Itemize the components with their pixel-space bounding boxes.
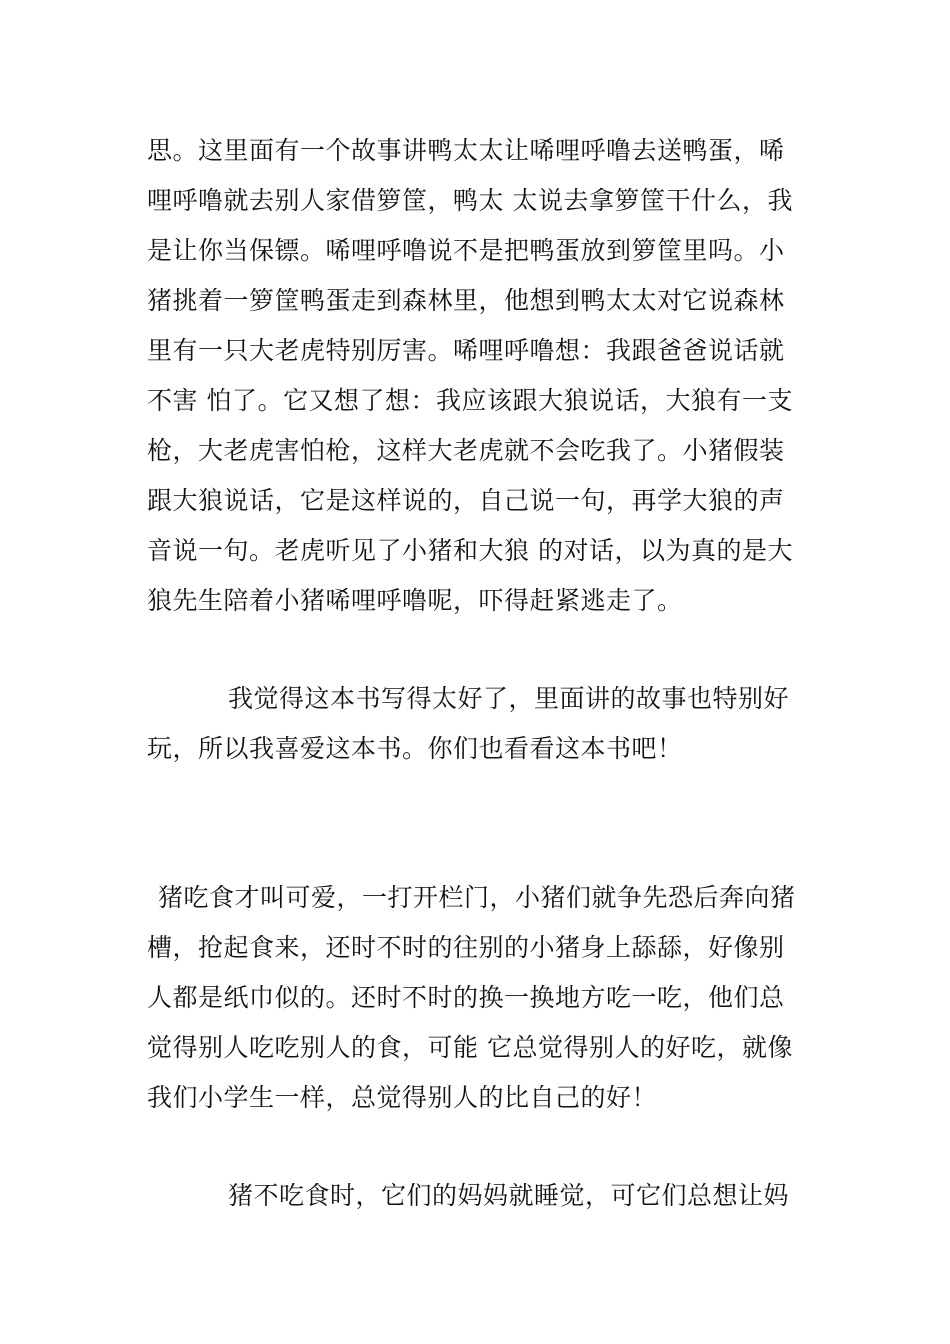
- text-line: 狼先生陪着小猪唏哩呼噜呢，吓得赶紧逃走了。: [147, 586, 683, 615]
- text-line: 音说一句。老虎听见了小猪和大狼 的对话，以为真的是大: [147, 536, 793, 565]
- text-line: 玩，所以我喜爱这本书。你们也看看这本书吧！: [147, 734, 683, 763]
- text-line: 跟大狼说话，它是这样说的，自己说一句，再学大狼的声: [147, 486, 785, 515]
- text-line: 是让你当保镖。唏哩呼噜说不是把鸭蛋放到箩筐里吗。小: [147, 236, 785, 265]
- text-line: 槽，抢起食来，还时不时的往别的小猪身上舔舔，好像别: [147, 933, 785, 962]
- text-line: 猪挑着一箩筐鸭蛋走到森林里，他想到鸭太太对它说森林: [147, 286, 785, 315]
- text-line: 不害 怕了。它又想了想：我应该跟大狼说话，大狼有一支: [147, 386, 793, 415]
- text-line: 思。这里面有一个故事讲鸭太太让唏哩呼噜去送鸭蛋，唏: [147, 136, 785, 165]
- text-line: 猪不吃食时，它们的妈妈就睡觉，可它们总想让妈: [228, 1181, 790, 1210]
- text-line: 我觉得这本书写得太好了，里面讲的故事也特别好: [228, 684, 790, 713]
- text-line: 哩呼噜就去别人家借箩筐，鸭太 太说去拿箩筐干什么，我: [147, 186, 793, 215]
- text-line: 里有一只大老虎特别厉害。唏哩呼噜想：我跟爸爸说话就: [147, 336, 785, 365]
- text-line: 人都是纸巾似的。还时不时的换一换地方吃一吃，他们总: [147, 983, 785, 1012]
- text-line: 猪吃食才叫可爱，一打开栏门，小猪们就争先恐后奔向猪: [158, 883, 796, 912]
- text-line: 觉得别人吃吃别人的食，可能 它总觉得别人的好吃，就像: [147, 1033, 793, 1062]
- text-line: 我们小学生一样，总觉得别人的比自己的好！: [147, 1083, 658, 1112]
- text-line: 枪，大老虎害怕枪，这样大老虎就不会吃我了。小猪假装: [147, 436, 785, 465]
